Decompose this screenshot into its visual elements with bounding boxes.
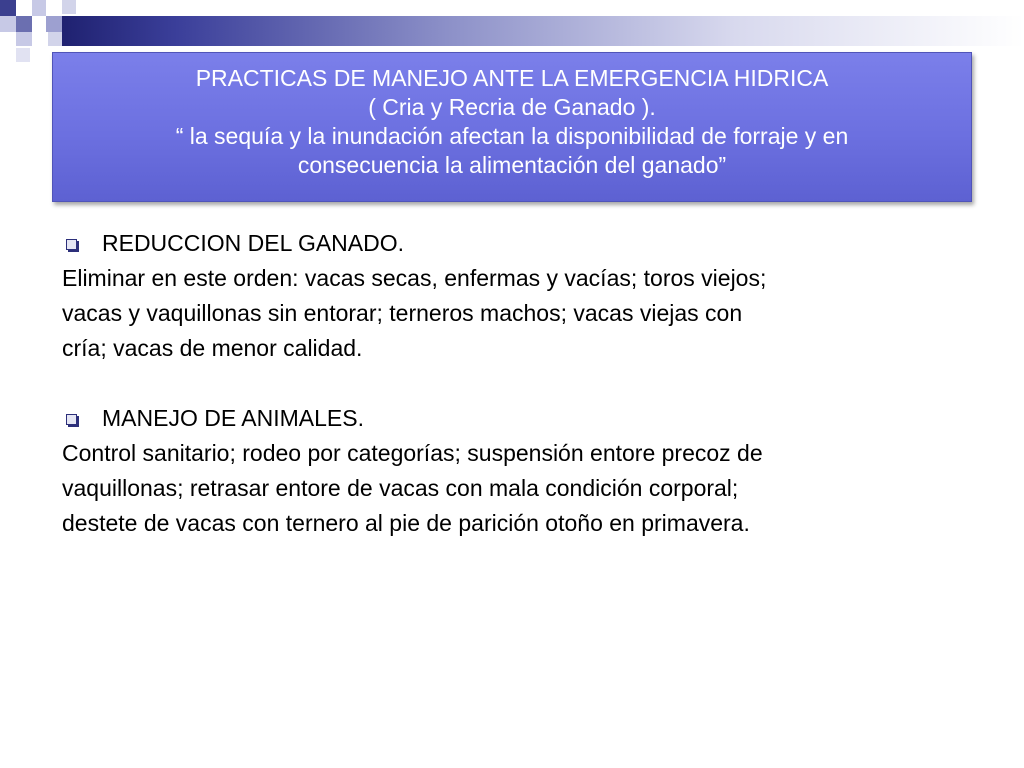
decor-square <box>32 0 46 16</box>
section-heading <box>62 401 962 436</box>
decor-square <box>48 32 62 46</box>
section-paragraph <box>62 436 962 541</box>
decor-square <box>62 0 76 14</box>
square-bullet-icon <box>66 414 77 425</box>
paragraph-line: vaquillonas; retrasar entore de vacas con mala condición corporal; <box>62 475 739 501</box>
title-line-1: PRACTICAS DE MANEJO ANTE LA EMERGENCIA HIDRICA <box>195 65 829 91</box>
section-paragraph <box>62 261 962 366</box>
paragraph-line: cría; vacas de menor calidad. <box>62 335 363 361</box>
decor-square <box>16 32 32 46</box>
paragraph-line: Control sanitario; rodeo por categorías; suspensión entore precoz de <box>62 440 763 466</box>
decor-square <box>32 16 46 32</box>
title-line-3: “ la sequía y la inundación afectan la disponibilidad de forraje y en <box>175 123 849 149</box>
paragraph-line: vacas y vaquillonas sin entorar; terneros machos; vacas viejas con <box>62 300 743 326</box>
decor-square <box>16 48 30 62</box>
header-gradient-bar <box>62 16 1024 46</box>
section-heading-text: MANEJO DE ANIMALES. <box>102 405 365 431</box>
square-bullet-icon <box>66 239 77 250</box>
decor-square <box>46 0 60 16</box>
paragraph-line: destete de vacas con ternero al pie de parición otoño en primavera. <box>62 510 750 536</box>
decor-square <box>0 0 16 16</box>
spacer <box>62 366 962 401</box>
section-heading <box>62 226 962 261</box>
decor-square <box>0 16 16 32</box>
paragraph-line: Eliminar en este orden: vacas secas, enfermas y vacías; toros viejos; <box>62 265 767 291</box>
section-heading-text: REDUCCION DEL GANADO. <box>102 230 405 256</box>
decor-square <box>16 16 32 32</box>
title-line-2: ( Cria y Recria de Ganado ). <box>368 94 656 120</box>
decor-square <box>46 16 62 32</box>
slide-body <box>62 226 962 541</box>
decor-square <box>32 32 48 46</box>
decor-square <box>16 0 32 16</box>
title-line-4: consecuencia la alimentación del ganado” <box>297 152 727 178</box>
slide-title-box <box>52 52 972 202</box>
